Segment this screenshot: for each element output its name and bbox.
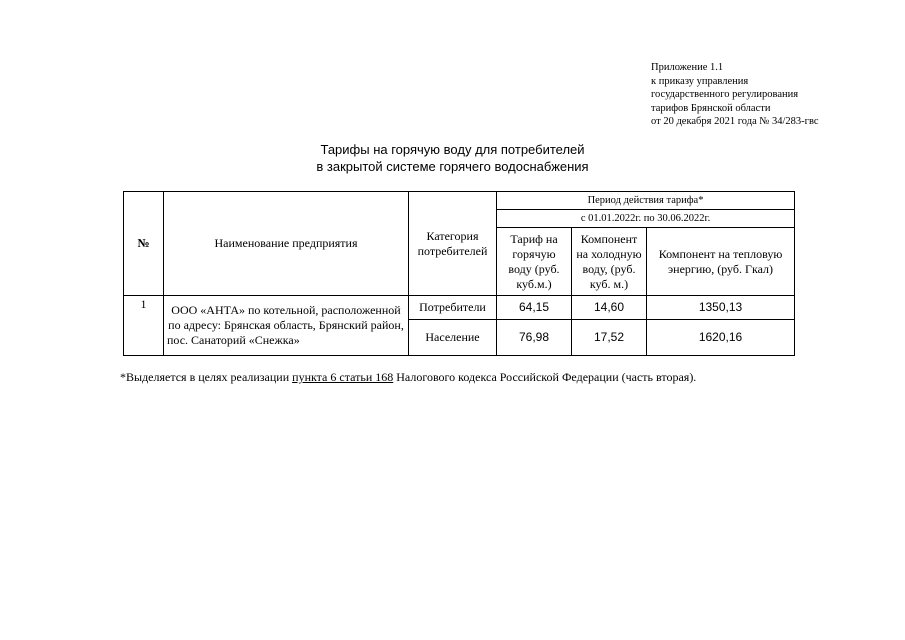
footnote-text: *Выделяется в целях реализации	[120, 370, 293, 384]
category-cell: Население	[409, 320, 497, 356]
tariff-table	[123, 191, 795, 356]
header-organization: Наименование предприятия	[164, 192, 409, 296]
cold-component-value: 14,60	[572, 296, 647, 320]
heat-component-value: 1350,13	[647, 296, 795, 320]
header-number: №	[124, 192, 164, 296]
heat-component-value: 1620,16	[647, 320, 795, 356]
header-tariff: Тариф на горячую воду (руб. куб.м.)	[497, 228, 572, 296]
footnote-law-link[interactable]: пункта 6 статьи 168	[292, 370, 394, 384]
document-title	[0, 141, 905, 175]
table-row	[124, 296, 795, 320]
organization-name: ООО «АНТА» по котельной, расположенной по адресу: Брянская область, Брянский район, пос. Санаторий «Снежка»	[164, 296, 409, 356]
footnote-text-end: Налогового кодекса Российской Федерации (часть вторая).	[393, 370, 697, 384]
appendix-block	[651, 61, 891, 129]
header-category: Категория потребителей	[409, 192, 497, 296]
appendix-line: Приложение 1.1	[651, 62, 724, 73]
title-line-2: в закрытой системе горячего водоснабжения	[316, 159, 589, 174]
row-number: 1	[124, 296, 164, 356]
tariff-value: 64,15	[497, 296, 572, 320]
footnote	[120, 370, 696, 385]
header-heat-component: Компонент на тепловую энергию, (руб. Гкал)	[647, 228, 795, 296]
appendix-line: государственного регулирования	[651, 89, 799, 101]
appendix-line: к приказу управления	[651, 75, 749, 87]
cold-component-value: 17,52	[572, 320, 647, 356]
category-cell: Потребители	[409, 296, 497, 320]
tariff-value: 76,98	[497, 320, 572, 356]
appendix-line: от 20 декабря 2021 года № 34/283-гвс	[651, 116, 819, 128]
header-dates: с 01.01.2022г. по 30.06.2022г.	[497, 210, 795, 228]
appendix-line: тарифов Брянской области	[651, 102, 771, 114]
header-cold-component: Компонент на холодную воду, (руб. куб. м.)	[572, 228, 647, 296]
header-period: Период действия тарифа*	[497, 192, 795, 210]
title-line-1: Тарифы на горячую воду для потребителей	[320, 142, 585, 157]
